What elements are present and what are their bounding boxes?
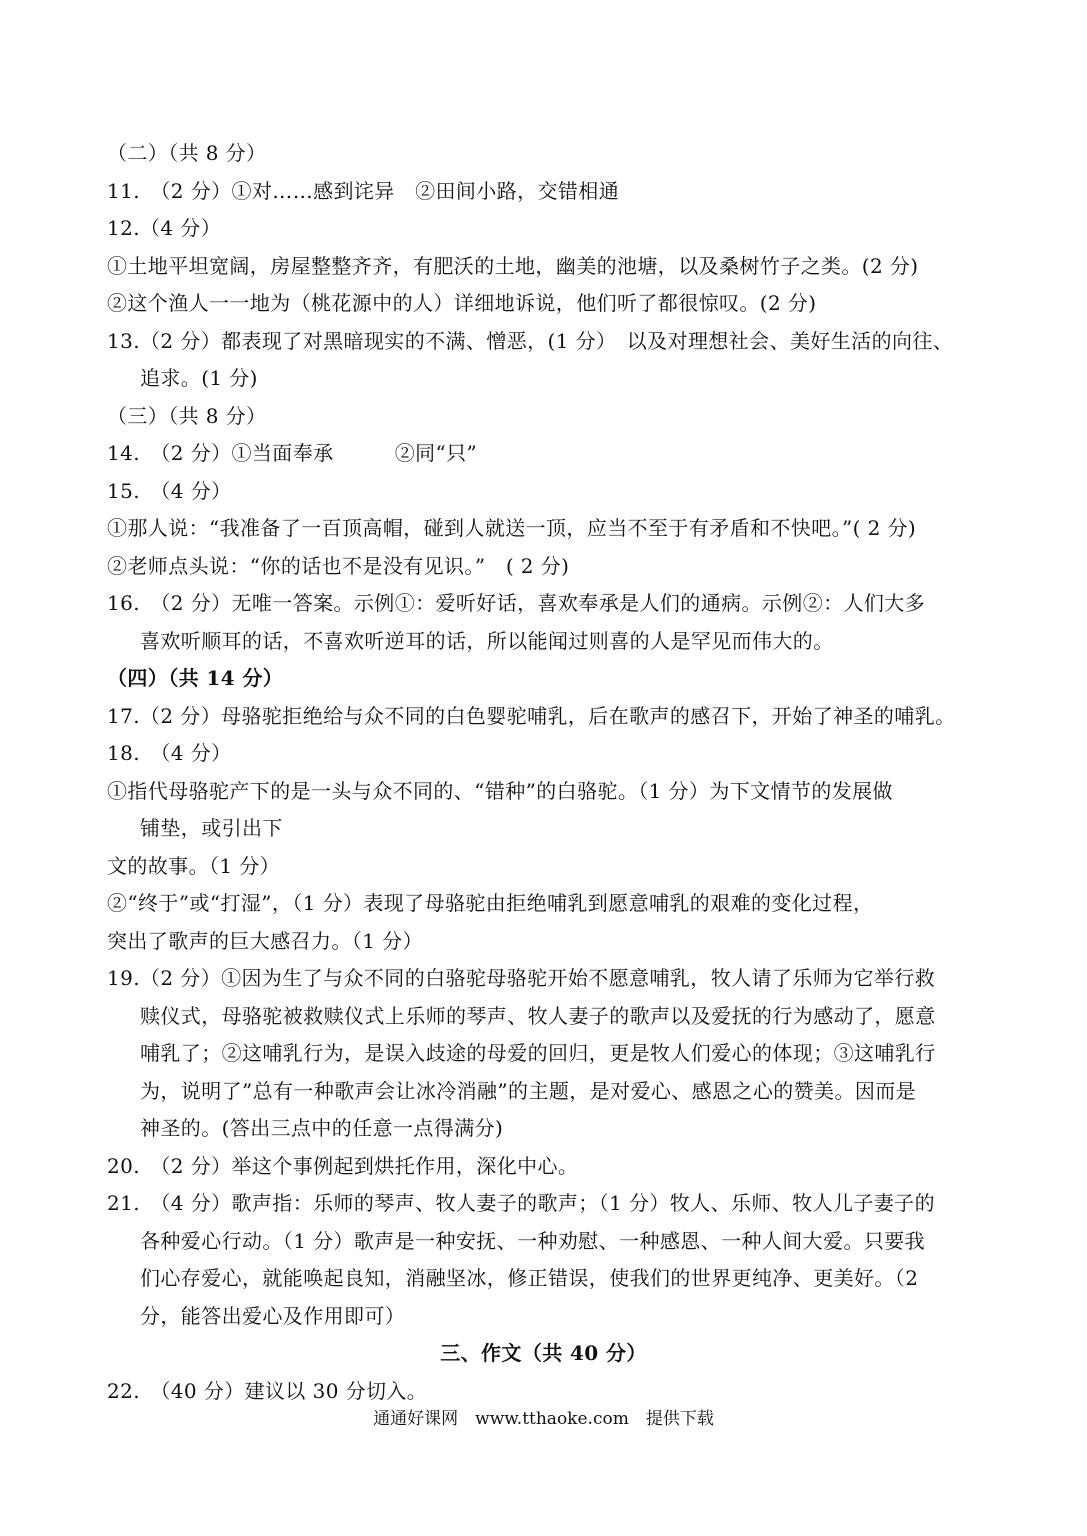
answer-16: 16. （2 分）无唯一答案。示例①：爱听好话，喜欢奉承是人们的通病。示例②：人们大多 (107, 591, 926, 615)
section-three-heading: （三）（共 8 分） (107, 404, 267, 428)
answer-18-part-2-continued: 突出了歌声的巨大感召力。（1 分） (107, 929, 423, 953)
answer-19-line-4: 为，说明了”总有一种歌声会让冰冷消融”的主题，是对爱心、感恩之心的赞美。因而是 (140, 1079, 917, 1103)
answer-13: 13.（2 分）都表现了对黑暗现实的不满、憎恶，(1 分） 以及对理想社会、美好生活的向往、 (107, 329, 954, 353)
answer-18-heading: 18. （4 分） (107, 741, 232, 765)
answer-12-heading: 12.（4 分） (107, 216, 222, 240)
answer-21: 21. （4 分）歌声指：乐师的琴声、牧人妻子的歌声；（1 分）牧人、乐师、牧人儿子妻子的 (107, 1191, 935, 1215)
answer-14: 14. （2 分）①当面奉承 ②同“只” (107, 441, 478, 465)
answer-19-line-5: 神圣的。(答出三点中的任意一点得满分) (140, 1116, 504, 1140)
page-footer: 通通好课网 www.tthaoke.com 提供下载 (373, 1409, 714, 1429)
answer-19-line-3: 哺乳了；②这哺乳行为，是误入歧途的母爱的回归，更是牧人们爱心的体现；③这哺乳行 (140, 1041, 936, 1065)
answer-18-part-2: ②“终于”或“打湿”，（1 分）表现了母骆驼由拒绝哺乳到愿意哺乳的艰难的变化过程， (107, 891, 874, 915)
answer-12-part-1: ①土地平坦宽阔，房屋整整齐齐，有肥沃的土地，幽美的池塘，以及桑树竹子之类。(2 分) (107, 254, 919, 278)
answer-18-part-1-end: 文的故事。（1 分） (107, 854, 281, 878)
answer-13-continued: 追求。(1 分) (140, 366, 258, 390)
answer-16-continued: 喜欢听顺耳的话，不喜欢听逆耳的话，所以能闻过则喜的人是罕见而伟大的。 (140, 629, 834, 653)
answer-12-part-2: ②这个渔人一一地为（桃花源中的人）详细地诉说，他们听了都很惊叹。(2 分) (107, 291, 817, 315)
answer-11: 11. （2 分）①对……感到诧异 ②田间小路，交错相通 (107, 179, 620, 203)
section-four-heading: （四）（共 14 分） (107, 666, 284, 690)
answer-21-line-4: 分，能答出爱心及作用即可） (140, 1304, 406, 1328)
answer-15-part-1: ①那人说：“我准备了一百顶高帽，碰到人就送一顶，应当不至于有矛盾和不快吧。”( 2 分) (107, 516, 917, 540)
answer-15-heading: 15. （4 分） (107, 479, 232, 503)
answer-20: 20. （2 分）举这个事例起到烘托作用，深化中心。 (107, 1154, 579, 1178)
section-composition-heading: 三、作文（共 40 分） (440, 1341, 647, 1365)
answer-19-line-2: 赎仪式，母骆驼被救赎仪式上乐师的琴声、牧人妻子的歌声以及爱抚的行为感动了，愿意 (140, 1004, 936, 1028)
answer-18-part-1: ①指代母骆驼产下的是一头与众不同的、“错种”的白骆驼。（1 分）为下文情节的发展做 (107, 779, 893, 803)
section-two-heading: （二）（共 8 分） (107, 141, 267, 165)
answer-19: 19.（2 分）①因为生了与众不同的白骆驼母骆驼开始不愿意哺乳，牧人请了乐师为它举行救 (107, 966, 936, 990)
answer-22: 22. （40 分）建议以 30 分切入。 (107, 1379, 428, 1403)
answer-15-part-2: ②老师点头说：“你的话也不是没有见识。” ( 2 分) (107, 554, 570, 578)
answer-21-line-3: 们心存爱心，就能唤起良知，消融坚冰，修正错误，使我们的世界更纯净、更美好。（2 (140, 1266, 919, 1290)
answer-18-part-1-continued: 铺垫，或引出下 (140, 816, 283, 840)
answer-21-line-2: 各种爱心行动。（1 分）歌声是一种安抚、一种劝慰、一种感恩、一种人间大爱。只要我 (140, 1229, 926, 1253)
answer-17: 17.（2 分）母骆驼拒绝给与众不同的白色婴驼哺乳，后在歌声的感召下，开始了神圣的哺乳。 (107, 704, 956, 728)
